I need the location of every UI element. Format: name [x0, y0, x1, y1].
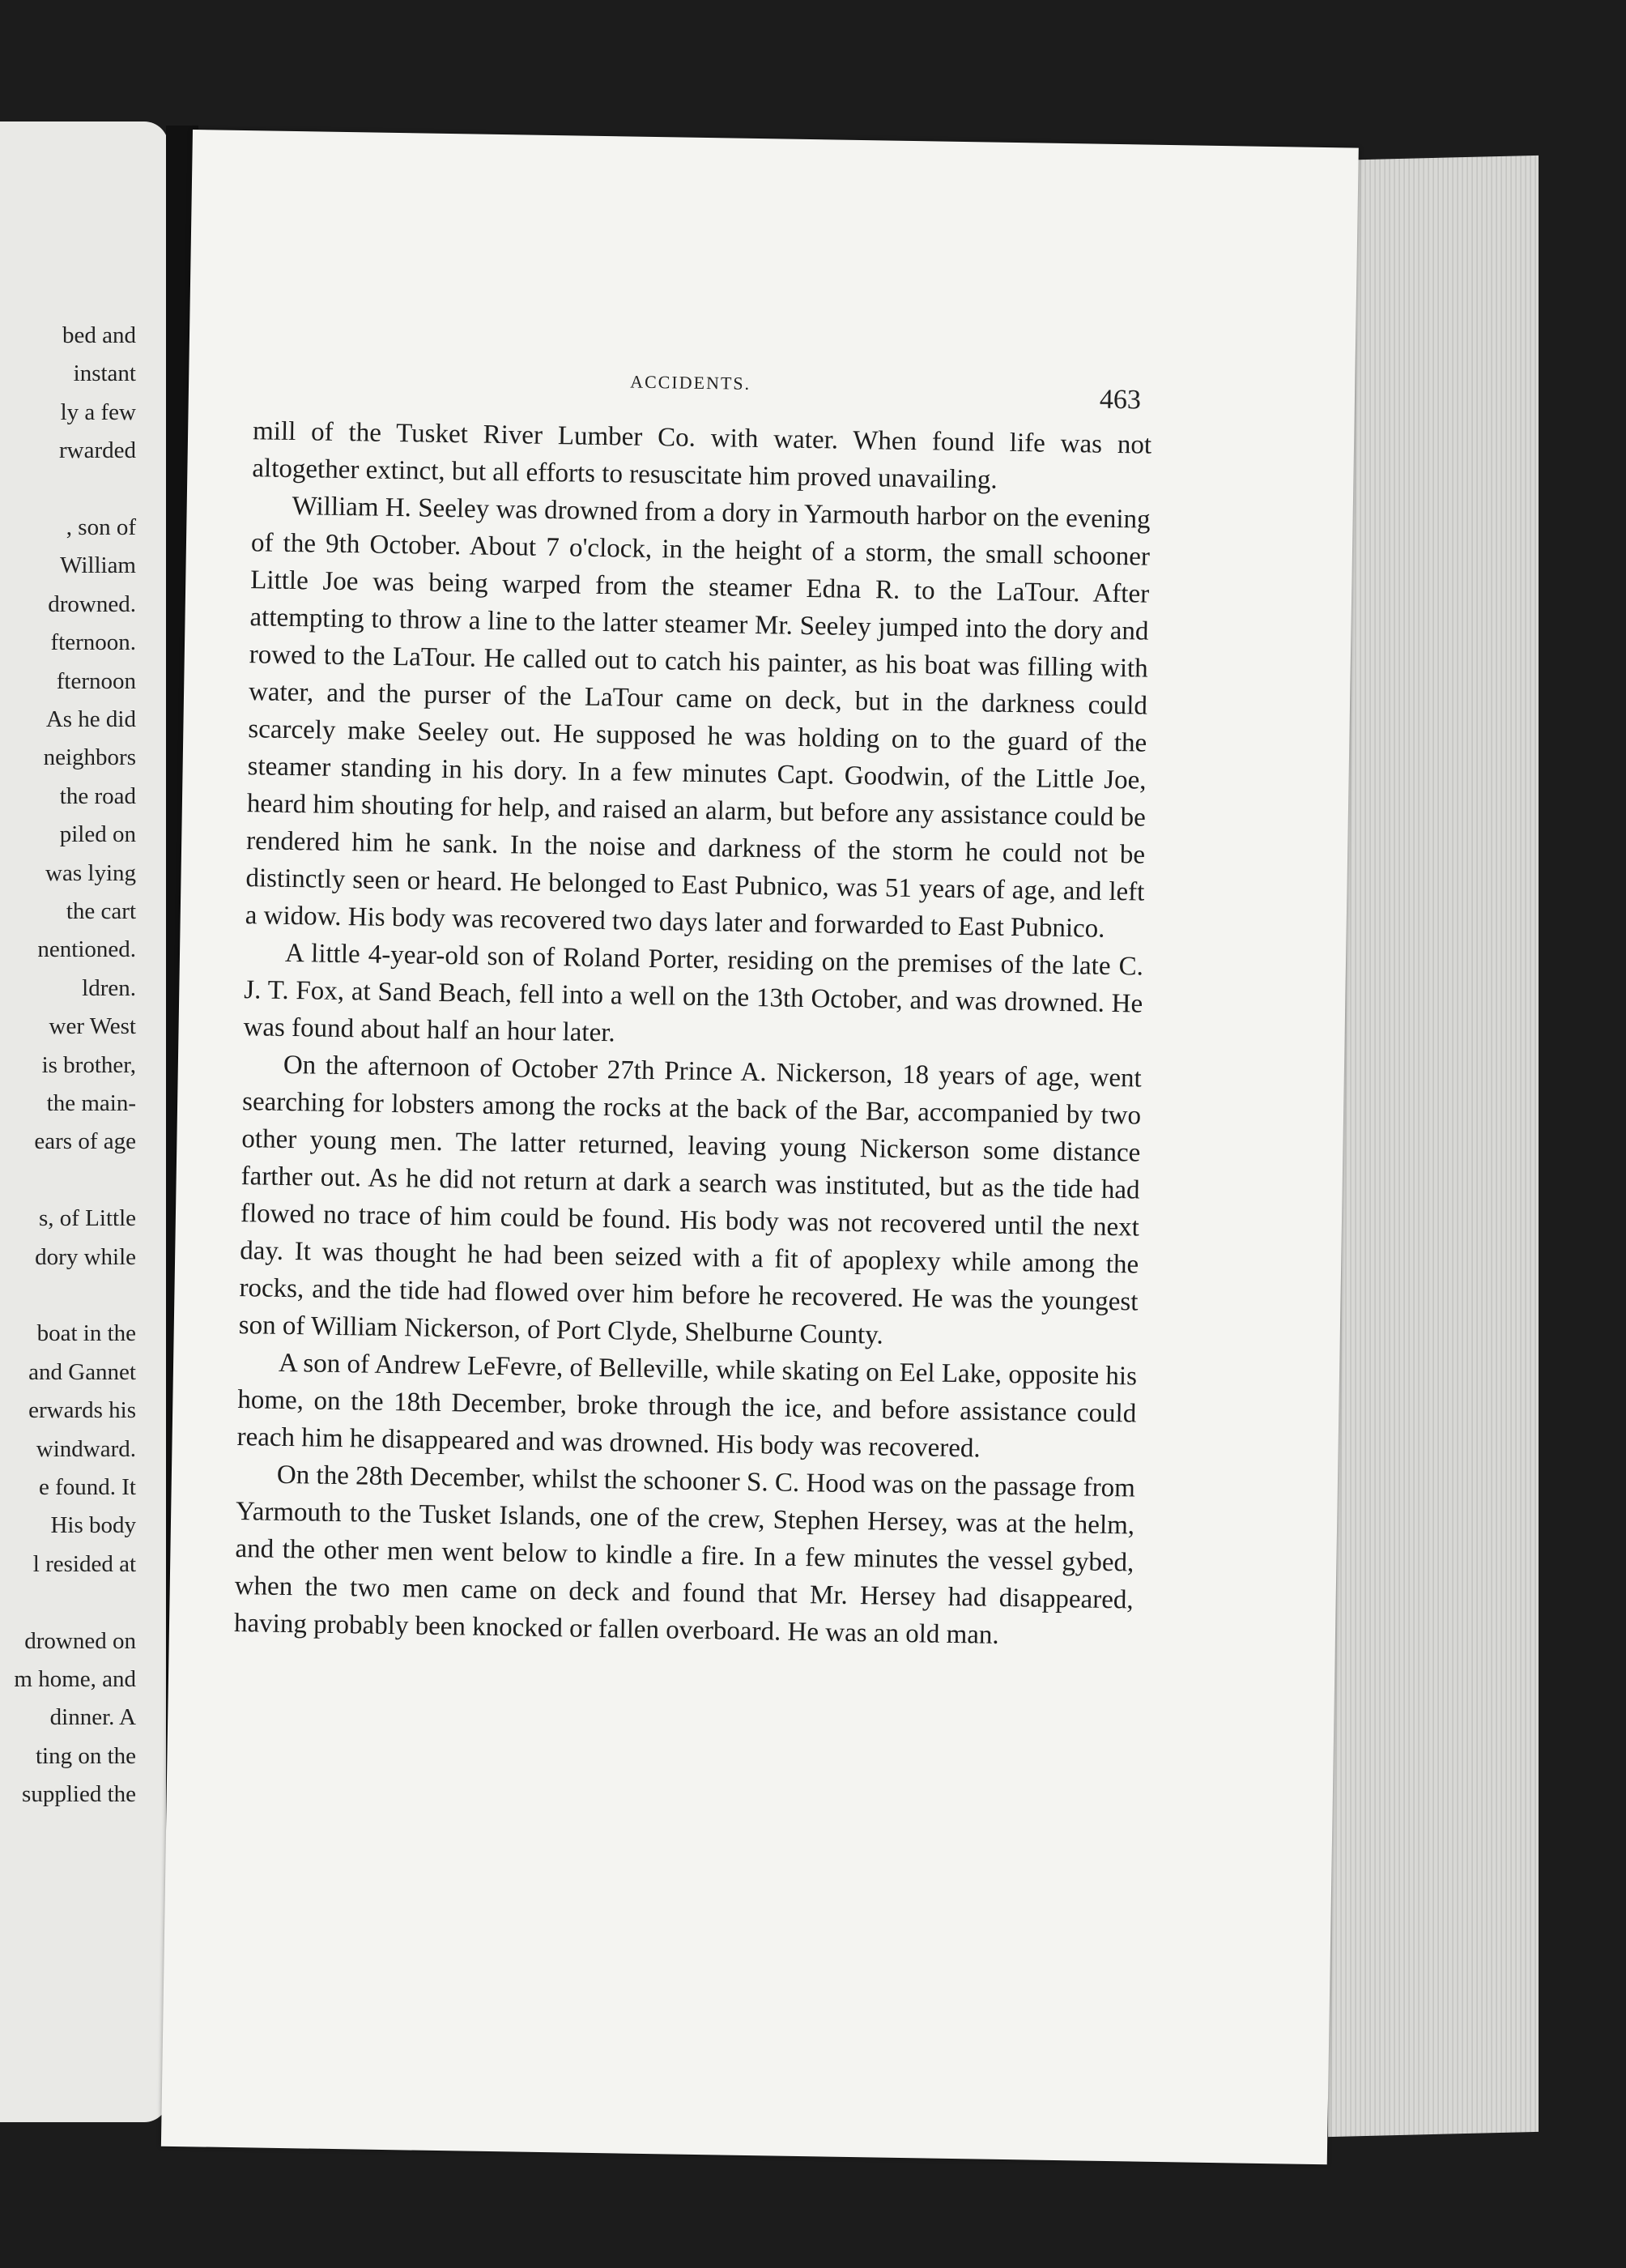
paragraph-1: mill of the Tusket River Lumber Co. with water. When found life was not altogether extinct, but all efforts to resuscitate him proved unavailing. — [252, 416, 1152, 495]
left-page-line: ly a few — [60, 399, 136, 425]
left-page-line: wer West — [49, 1013, 136, 1040]
body-text — [234, 412, 1152, 1656]
left-page-line: His body — [50, 1512, 136, 1539]
left-page-line: l resided at — [32, 1550, 136, 1577]
running-head: ACCIDENTS. — [629, 371, 751, 394]
left-page-line: nentioned. — [37, 936, 136, 963]
left-page-line: William — [60, 552, 136, 579]
left-page-line: ears of age — [34, 1128, 136, 1155]
left-page-line: rwarded — [58, 437, 136, 464]
left-page-fragment — [0, 122, 168, 2122]
left-page-line: , son of — [66, 514, 136, 540]
left-page-line: As he did — [45, 706, 136, 732]
left-page-line: drowned. — [48, 590, 136, 617]
left-page-line: bed and — [62, 322, 136, 348]
left-page-line: was lying — [45, 859, 136, 886]
left-page-line: is brother, — [41, 1051, 136, 1078]
left-page-line: supplied the — [22, 1781, 136, 1808]
left-page-line: and Gannet — [28, 1358, 136, 1385]
paragraph-2: William H. Seeley was drowned from a dory in Yarmouth harbor on the evening of the 9th October. About 7 o'clock, in the height of a storm, the small schooner Little Joe was being warped from the steamer Edna R. to the LaTour. After attempting to throw a line to the latter steamer Mr. Seeley jumped into the dory and rowed to the LaTour. He called out to catch his painter, as his boat was filling with water, and the purser of the LaTour came on deck, but in the darkness could scarcely make Seeley out. He supposed he was holding on to the guard of the steamer standing in his dory. In a few minutes Capt. Goodwin, of the Little Joe, heard him shouting for help, and raised an alarm, but before any assistance could be rendered him he sank. In the noise and darkness of the storm he could not be distinctly seen or heard. He belonged to East Pubnico, was 51 years of age, and left a widow. His body was recovered two days later and forwarded to East Pubnico. — [245, 491, 1151, 944]
left-page-line: the road — [59, 782, 136, 809]
left-page-line: ldren. — [82, 974, 136, 1001]
left-page-line: the cart — [66, 898, 136, 924]
left-page-line: s, of Little — [38, 1205, 136, 1232]
main-page — [161, 130, 1359, 2164]
left-page-line: windward. — [36, 1435, 136, 1462]
left-page-line: boat in the — [36, 1320, 136, 1347]
left-page-line: m home, and — [14, 1666, 136, 1692]
left-page-line: ting on the — [35, 1742, 136, 1769]
left-page-line: the main- — [46, 1090, 136, 1116]
left-page-line: neighbors — [43, 744, 136, 771]
left-page-line: drowned on — [24, 1627, 136, 1654]
page-fore-edge — [1328, 156, 1539, 2137]
left-page-line: fternoon. — [50, 629, 136, 656]
left-page-line: piled on — [59, 821, 136, 848]
left-page-line: dinner. A — [49, 1704, 136, 1731]
left-page-line: e found. It — [39, 1474, 136, 1500]
left-page-line: fternoon — [56, 667, 136, 694]
page-number: 463 — [1099, 384, 1142, 416]
left-page-line: instant — [73, 360, 136, 387]
paragraph-3: A little 4-year-old son of Roland Porter, residing on the premises of the late C. J. T. Fox, at Sand Beach, fell into a well on the 13th October, and was drowned. He was found about half an hour later. — [243, 938, 1144, 1048]
paragraph-6: On the 28th December, whilst the schooner S. C. Hood was on the passage from Yarmouth to the Tusket Islands, one of the crew, Stephen Hersey, was at the helm, and the other men went below to kindle a fire. In a few minutes the vessel gybed, when the two men came on deck and found that Mr. Hersey had disappeared, having probably been knocked or fallen overboard. He was an old man. — [233, 1460, 1136, 1650]
left-page-line: dory while — [35, 1243, 136, 1270]
left-page-line: erwards his — [28, 1397, 136, 1424]
paragraph-4: On the afternoon of October 27th Prince A. Nickerson, 18 years of age, went searching for lobsters among the rocks at the back of the Bar, accompanied by two other young men. The latter returned, leaving young Nickerson some distance farther out. As he did not return at dark a search was instituted, but as the tide had flowed no trace of him could be found. His body was not recovered until the next day. It was thought he had been seized with a fit of apoplexy while among the rocks, and the tide had flowed over him before he recovered. He was the youngest son of William Nickerson, of Port Clyde, Shelburne County. — [238, 1050, 1143, 1350]
paragraph-5: A son of Andrew LeFevre, of Belleville, while skating on Eel Lake, opposite his home, on the 18th December, broke through the ice, and before assistance could reach him he disappeared and was drowned. His body was recovered. — [236, 1348, 1138, 1464]
